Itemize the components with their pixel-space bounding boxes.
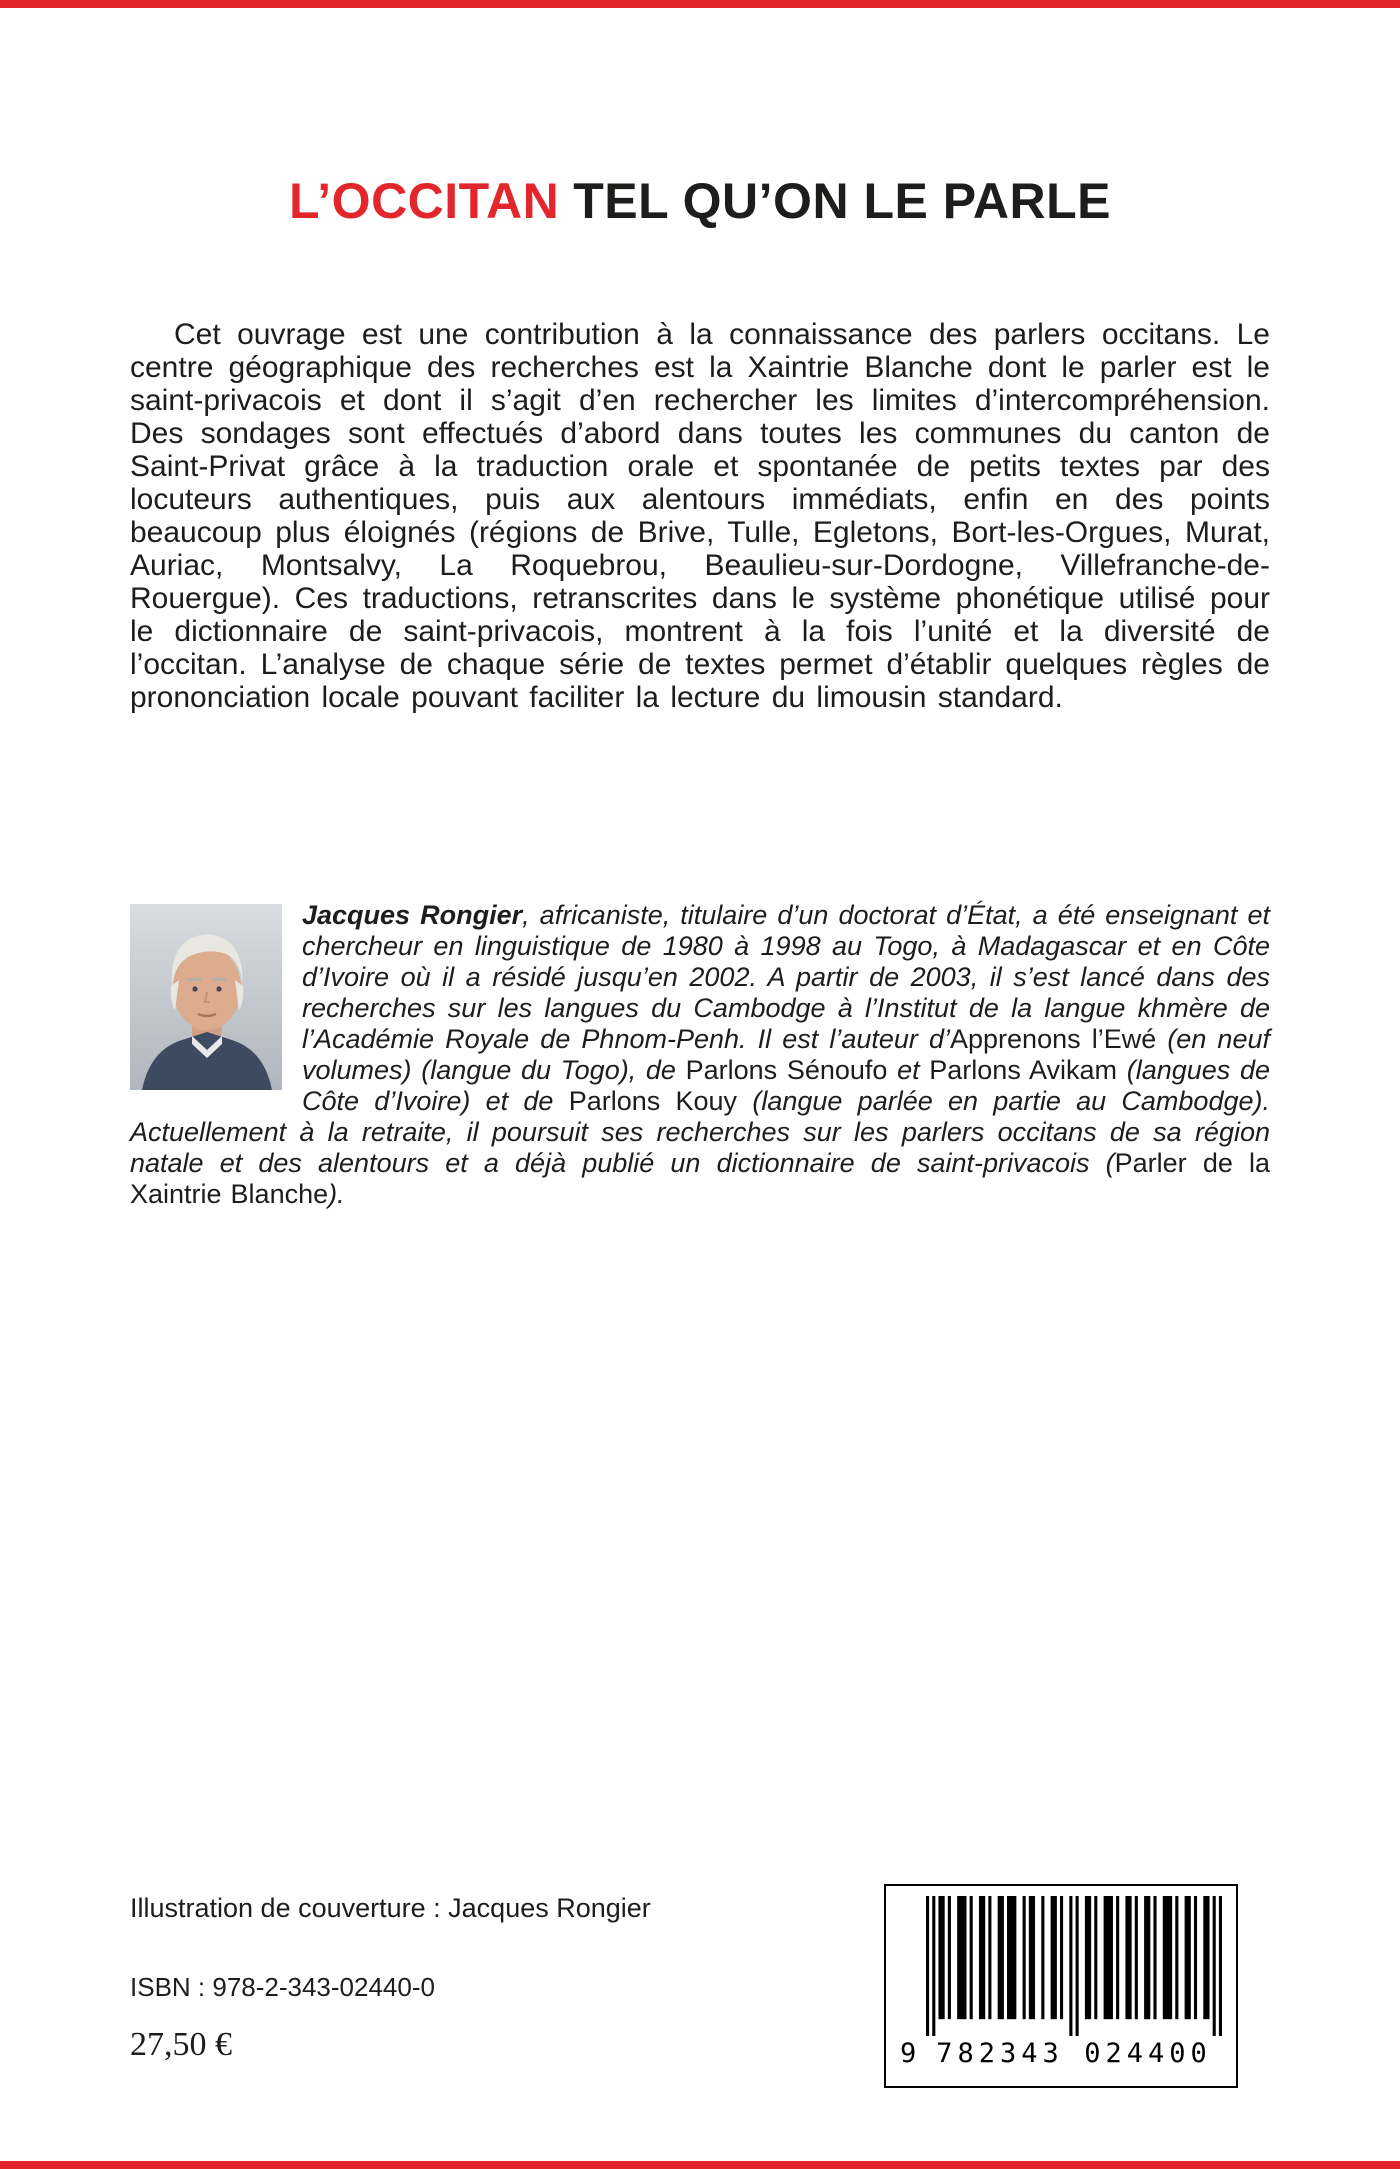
book-title-rest: TEL QU’ON LE PARLE	[573, 172, 1111, 229]
bio-segment: et	[887, 1055, 930, 1085]
author-bio-text	[130, 900, 1270, 1209]
red-trim-bottom	[0, 2161, 1400, 2169]
bio-segment: Jacques Rongier	[302, 900, 523, 930]
author-section	[130, 900, 1270, 1210]
price-label: 27,50 €	[130, 2026, 232, 2063]
barcode-group-left: 782343	[936, 2038, 1064, 2069]
bio-segment: , africaniste, titulaire d’un doctorat d’État, a été enseignant et chercheur en linguistique de 1980 à 1998 au Togo, à Madagascar et en Côte d’Ivoire où il a résidé jusqu’en 2002. A partir de 2003, il s’est lancé dans des recherches sur les langues du Cambodge à l’Institut de la langue khmère de l’Académie Royale de Phnom-Penh. Il est l’auteur d’	[302, 900, 1270, 1054]
book-title	[0, 172, 1400, 230]
isbn-line: ISBN : 978-2-343-02440-0	[130, 1972, 435, 2002]
synopsis-section	[130, 318, 1270, 714]
bio-segment: Apprenons l’Ewé	[950, 1024, 1157, 1054]
bio-segment: Parlons Kouy	[568, 1086, 738, 1116]
barcode-bars	[900, 1896, 1222, 2036]
bio-segment: Parler de la Xaintrie Blanche	[130, 1148, 1270, 1209]
barcode-box	[884, 1884, 1238, 2088]
bio-segment: ).	[328, 1179, 345, 1209]
synopsis-text: Cet ouvrage est une contribution à la connaissance des parlers occitans. Le centre géographique des recherches est la Xaintrie Blanche dont le parler est le saint-privacois et dont il s’agit d’en rechercher les limites d’intercompréhension. Des sondages sont effectués d’abord dans toutes les communes du canton de Saint-Privat grâce à la traduction orale et spontanée de petits textes par des locuteurs authentiques, puis aux alentours immédiats, enfin en des points beaucoup plus éloignés (régions de Brive, Tulle, Egletons, Bort-les-Orgues, Murat, Auriac, Montsalvy, La Roquebrou, Beaulieu-sur-Dordogne, Villefranche-de-Rouergue). Ces traductions, retranscrites dans le système phonétique utilisé pour le dictionnaire de saint-privacois, montrent à la fois l’unité et la diversité de l’occitan. L’analyse de chaque série de textes permet d’établir quelques règles de prononciation locale pouvant faciliter la lecture du limousin standard.	[130, 318, 1270, 714]
red-trim-top	[0, 0, 1400, 8]
bio-segment: Parlons Sénoufo	[685, 1055, 888, 1085]
bio-segment: (en neuf volumes) (langue du Togo), de	[302, 1024, 1270, 1085]
illustration-credit: Illustration de couverture : Jacques Rongier	[130, 1893, 651, 1923]
bio-segment: (langues de Côte d’Ivoire) et de	[302, 1055, 1270, 1116]
author-portrait-illustration	[130, 904, 282, 1090]
barcode-digit-system: 9	[900, 2038, 917, 2069]
bio-segment: (langue parlée en partie au Cambodge). Actuellement à la retraite, il poursuit ses recherches sur les parlers occitans de sa région natale et des alentours et a déjà publié un dictionnaire de saint-privacois (	[130, 1086, 1270, 1178]
barcode-number	[900, 2038, 1222, 2069]
author-photo	[130, 904, 282, 1090]
bio-segment: Parlons Avikam	[929, 1055, 1118, 1085]
barcode-group-right: 024400	[1084, 2038, 1212, 2069]
book-title-accent: L’OCCITAN	[289, 172, 560, 229]
